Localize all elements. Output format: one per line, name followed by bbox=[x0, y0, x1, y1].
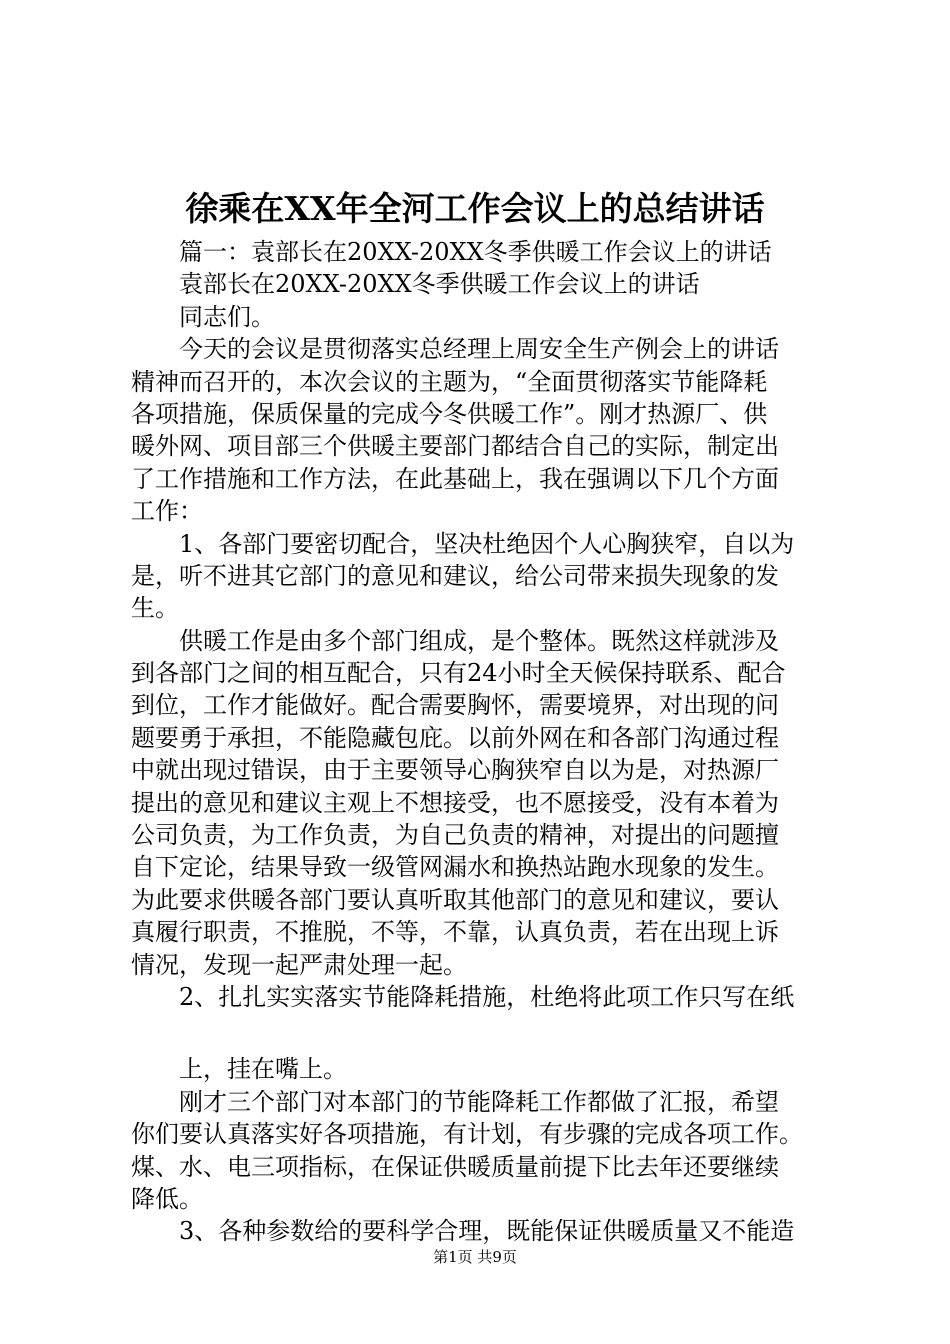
text-line: 真履行职责，不推脱，不等，不靠，认真负责，若在出现上诉 bbox=[131, 918, 779, 947]
paragraph-gap bbox=[131, 1013, 837, 1053]
text-line: 1、各部门要密切配合，坚决杜绝因个人心胸狭窄，自以为 bbox=[179, 529, 795, 558]
text-line: 各项措施，保质保量的完成今冬供暖工作”。刚才热源厂、供 bbox=[131, 399, 768, 428]
text-line: 了工作措施和工作方法，在此基础上，我在强调以下几个方面 bbox=[131, 464, 779, 493]
text-line: 为此要求供暖各部门要认真听取其他部门的意见和建议，要认 bbox=[131, 885, 779, 914]
text-line: 你们要认真落实好各项措施，有计划，有步骤的完成各项工作。 bbox=[131, 1120, 803, 1149]
text-line: 降低。 bbox=[131, 1184, 203, 1213]
text-line: 煤、水、电三项指标，在保证供暖质量前提下比去年还要继续 bbox=[131, 1152, 779, 1181]
text-line: 上，挂在嘴上。 bbox=[179, 1055, 347, 1084]
text-line: 到各部门之间的相互配合，只有24小时全天候保持联系、配合 bbox=[131, 659, 786, 688]
text-line: 暖外网、项目部三个供暖主要部门都结合自己的实际，制定出 bbox=[131, 432, 779, 461]
text-line: 袁部长在20XX-20XX冬季供暖工作会议上的讲话 bbox=[179, 270, 700, 299]
text-line: 刚才三个部门对本部门的节能降耗工作都做了汇报，希望 bbox=[179, 1087, 779, 1116]
text-line: 自下定论，结果导致一级管网漏水和换热站跑水现象的发生。 bbox=[131, 853, 779, 882]
text-line: 篇一：袁部长在20XX-20XX冬季供暖工作会议上的讲话 bbox=[179, 238, 772, 266]
text-line: 生。 bbox=[131, 594, 179, 623]
text-line: 公司负责，为工作负责，为自己负责的精神，对提出的问题擅 bbox=[131, 821, 779, 850]
document-body bbox=[131, 236, 837, 1248]
text-line: 供暖工作是由多个部门组成，是个整体。既然这样就涉及 bbox=[179, 626, 779, 655]
text-line: 同志们。 bbox=[179, 302, 275, 331]
text-line: 精神而召开的，本次会议的主题为，“全面贯彻落实节能降耗 bbox=[131, 367, 768, 396]
text-line: 题要勇于承担，不能隐藏包庇。以前外网在和各部门沟通过程 bbox=[131, 723, 779, 752]
text-line: 提出的意见和建议主观上不想接受，也不愿接受，没有本着为 bbox=[131, 788, 779, 817]
text-line: 2、扎扎实实落实节能降耗措施，杜绝将此项工作只写在纸 bbox=[179, 982, 795, 1011]
text-line: 工作： bbox=[131, 497, 203, 526]
text-line: 是，听不进其它部门的意见和建议，给公司带来损失现象的发 bbox=[131, 561, 779, 590]
text-line: 到位，工作才能做好。配合需要胸怀，需要境界，对出现的问 bbox=[131, 691, 779, 720]
text-line: 中就出现过错误，由于主要领导心胸狭窄自以为是，对热源厂 bbox=[131, 756, 779, 785]
text-line: 3、各种参数给的要科学合理，既能保证供暖质量又不能造 bbox=[179, 1217, 795, 1246]
document-title: 徐乘在XX年全河工作会议上的总结讲话 bbox=[185, 189, 765, 228]
page-footer: 第1页 共9页 bbox=[433, 1248, 517, 1266]
text-line: 今天的会议是贯彻落实总经理上周安全生产例会上的讲话 bbox=[179, 335, 779, 364]
text-line: 情况，发现一起严肃处理一起。 bbox=[131, 950, 467, 979]
